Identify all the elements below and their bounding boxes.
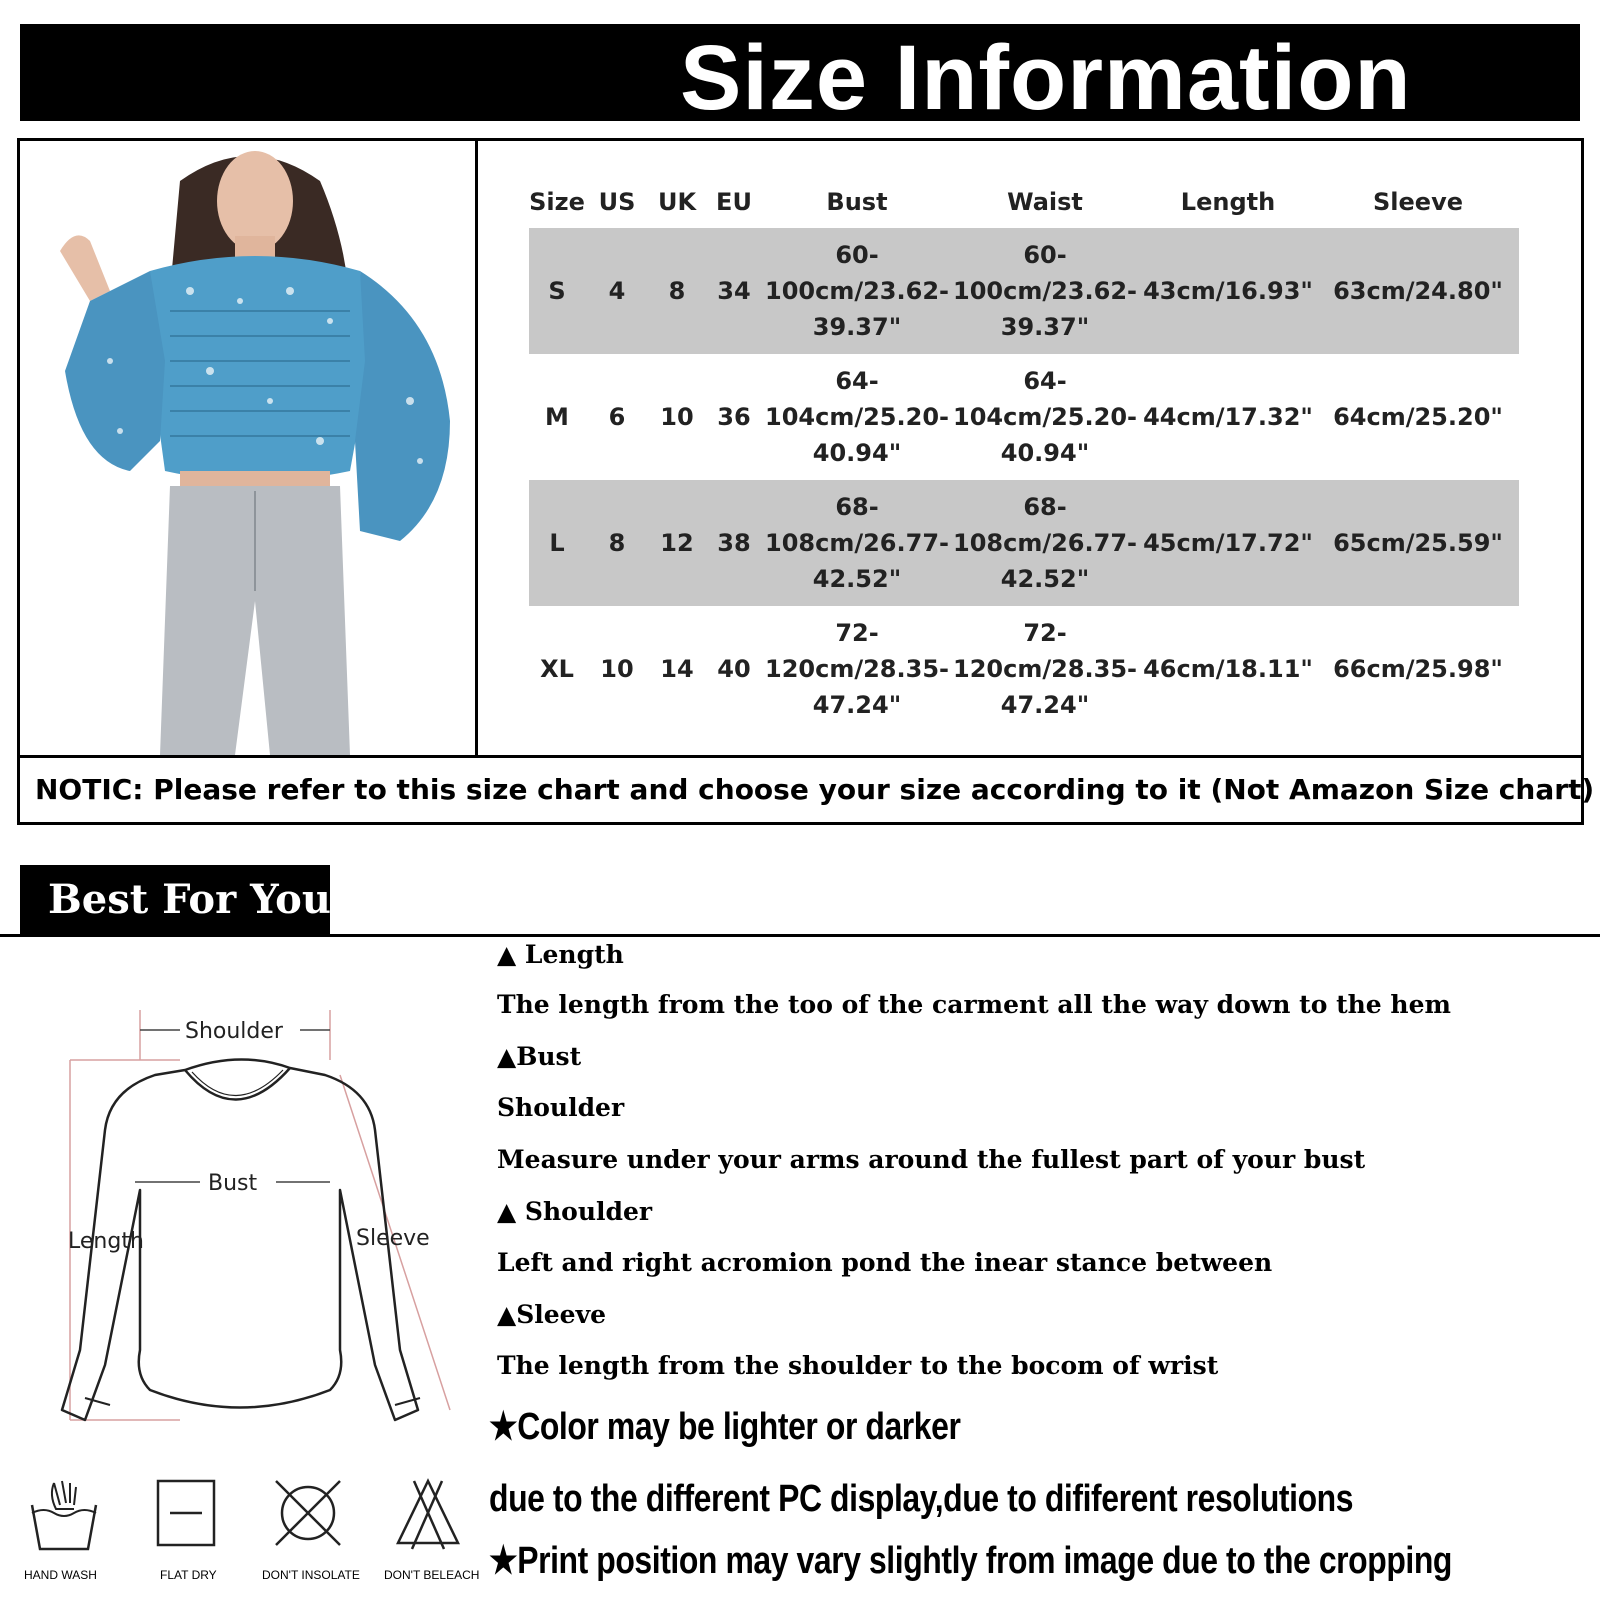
cell-size: L	[529, 480, 585, 606]
size-notice: NOTIC: Please refer to this size chart and choose your size according to it (Not Amazon Size chart)	[20, 755, 1581, 822]
dont-insolate-icon	[268, 1475, 348, 1555]
flat-dry-icon	[148, 1475, 228, 1555]
cell-size: S	[529, 228, 585, 354]
cell-sleeve: 66cm/25.98"	[1333, 655, 1503, 683]
page-title: Size Information	[680, 27, 1412, 129]
cell-waist: 68- 108cm/26.77- 42.52"	[951, 480, 1139, 606]
cell-us: 10	[600, 655, 634, 683]
best-for-you-label: Best For You	[20, 865, 330, 935]
diagram-length-label: Length	[68, 1229, 144, 1254]
dont-bleach-label: DON'T BELEACH	[384, 1568, 480, 1582]
header-eu: EU	[716, 188, 752, 216]
header-uk: UK	[657, 188, 697, 216]
cell-us: 6	[608, 403, 626, 431]
bust-heading: ▲Bust	[497, 1042, 582, 1071]
size-table	[529, 176, 1519, 732]
header-us: US	[598, 188, 636, 216]
header-sleeve: Sleeve	[1373, 188, 1463, 216]
shoulder-heading: ▲ Shoulder	[497, 1197, 653, 1226]
header-bust: Bust	[826, 188, 888, 216]
cell-uk: 10	[660, 403, 694, 431]
cell-length: 46cm/18.11"	[1143, 655, 1313, 683]
cell-sleeve: 65cm/25.59"	[1317, 480, 1519, 606]
sleeve-description: The length from the shoulder to the bocom of wrist	[497, 1351, 1219, 1380]
display-note: due to the different PC display,due to dififerent resolutions	[489, 1478, 1354, 1520]
sleeve-heading: ▲Sleeve	[497, 1300, 607, 1329]
length-description: The length from the too of the carment all the way down to the hem	[497, 990, 1451, 1019]
flat-dry-label: FLAT DRY	[160, 1568, 217, 1582]
title-banner	[20, 24, 1580, 129]
cell-bust: 68- 108cm/26.77- 42.52"	[763, 480, 951, 606]
cell-length: 45cm/17.72"	[1139, 480, 1317, 606]
cell-size: M	[545, 403, 569, 431]
cell-uk: 8	[649, 228, 705, 354]
cell-eu: 40	[717, 655, 751, 683]
cell-eu: 36	[717, 403, 751, 431]
table-row	[529, 606, 1519, 732]
cell-sleeve: 64cm/25.20"	[1333, 403, 1503, 431]
cell-bust: 72- 120cm/28.35- 47.24"	[765, 619, 949, 719]
header-waist: Waist	[1007, 188, 1083, 216]
diagram-sleeve-label: Sleeve	[356, 1226, 430, 1251]
cell-sleeve: 63cm/24.80"	[1317, 228, 1519, 354]
section-divider	[0, 934, 1600, 937]
table-row	[529, 354, 1519, 480]
cell-us: 8	[585, 480, 649, 606]
product-photo	[20, 141, 478, 755]
header-length: Length	[1180, 188, 1276, 216]
hand-wash-label: HAND WASH	[24, 1568, 97, 1582]
cell-eu: 34	[705, 228, 763, 354]
cell-size: XL	[540, 655, 574, 683]
hand-wash-icon	[24, 1475, 104, 1555]
diagram-bust-label: Bust	[208, 1171, 258, 1196]
dont-insolate-label: DON'T INSOLATE	[262, 1568, 360, 1582]
cell-eu: 38	[705, 480, 763, 606]
length-heading: ▲ Length	[497, 940, 624, 969]
garment-measurement-diagram	[40, 980, 480, 1440]
cell-bust: 60- 100cm/23.62- 39.37"	[763, 228, 951, 354]
cell-us: 4	[585, 228, 649, 354]
table-row	[529, 228, 1519, 354]
cell-length: 43cm/16.93"	[1139, 228, 1317, 354]
cell-uk: 14	[660, 655, 694, 683]
cell-waist: 60- 100cm/23.62- 39.37"	[951, 228, 1139, 354]
table-header-row	[529, 176, 1519, 228]
color-note: ★Color may be lighter or darker	[489, 1406, 961, 1448]
shoulder-description: Left and right acromion pond the inear stance between	[497, 1248, 1273, 1277]
diagram-shoulder-label: Shoulder	[185, 1019, 283, 1044]
cell-uk: 12	[649, 480, 705, 606]
cell-waist: 72- 120cm/28.35- 47.24"	[953, 619, 1137, 719]
bust-subheading: Shoulder	[497, 1093, 625, 1122]
model-photo-illustration	[20, 141, 478, 755]
cell-length: 44cm/17.32"	[1143, 403, 1313, 431]
header-size: Size	[529, 188, 585, 216]
cell-waist: 64- 104cm/25.20- 40.94"	[953, 367, 1137, 467]
print-position-note: ★Print position may vary slightly from image due to the cropping	[489, 1540, 1453, 1582]
table-row	[529, 480, 1519, 606]
dont-bleach-icon	[388, 1475, 468, 1555]
cell-bust: 64- 104cm/25.20- 40.94"	[765, 367, 949, 467]
bust-description: Measure under your arms around the fullest part of your bust	[497, 1145, 1366, 1174]
